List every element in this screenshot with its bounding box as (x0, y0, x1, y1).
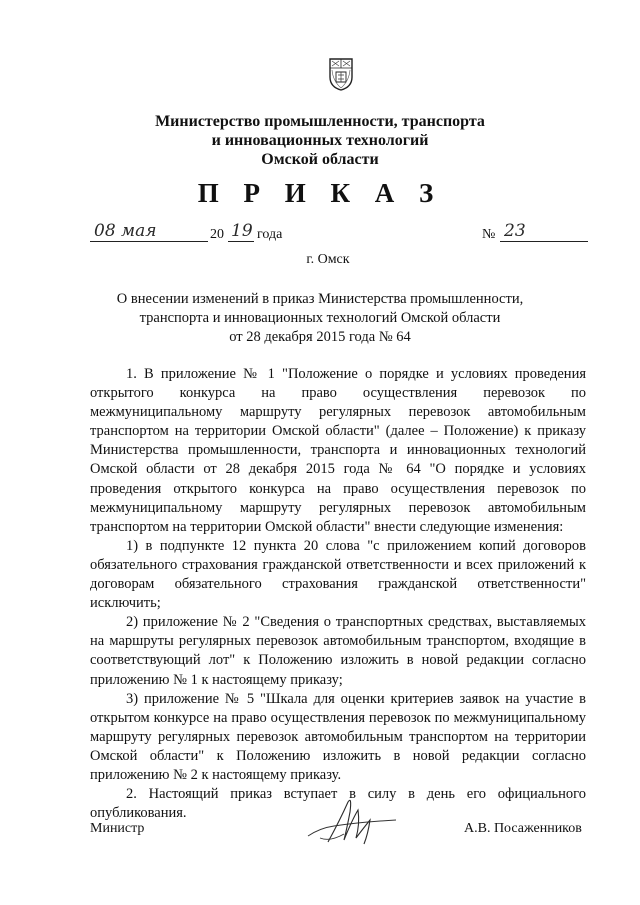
title-line2: транспорта и инновационных технологий Омской области (139, 310, 501, 326)
order-number: 23 (504, 221, 526, 241)
paragraph-1: 1. В приложение № 1 "Положение о порядке и условиях проведения открытого конкурса на право осуществления перевозок по межмуниципальному маршруту регулярных перевозок автомобильным транспортом на территории Омской области" (далее – Положение) к приказу Министерства промышленности, транспорта и инновационных технологий Омской области от 28 декабря 2015 года № 64 "О порядке и условиях проведения открытого конкурса на право осуществления перевозок по межмуниципальному маршруту регулярных перевозок автомобильным транспортом на территории Омской области" внести следующие изменения: (90, 366, 586, 535)
paragraph-1-item-1: 1) в подпункте 12 пункта 20 слова "с приложением копий договоров обязательного страхования гражданской ответственности и всех приложений к договорам обязательного страхования гражданской ответственности" исключить; (90, 537, 586, 612)
city: г. Омск (306, 252, 350, 267)
signatory-position: Министр (90, 821, 145, 836)
document-type-heading: П Р И К А З (197, 178, 443, 208)
year-prefix: 20 (210, 227, 224, 242)
document-title (0, 290, 640, 347)
paragraph-1-item-3: 3) приложение № 5 "Шкала для оценки критериев заявок на участие в открытом конкурсе на право осуществления перевозок по межмуниципальному маршруту регулярных перевозок автомобильным транспортом на территории Омской области" к Положению изложить в новой редакции согласно приложению № 2 к настоящему приказу. (90, 690, 586, 783)
date-day-month: 08 мая (94, 221, 157, 241)
ministry-name-line2: и инновационных технологий (211, 132, 429, 149)
ministry-name-line1: Министерство промышленности, транспорта (155, 113, 485, 130)
title-line3: от 28 декабря 2015 года № 64 (229, 329, 411, 345)
number-sign: № (482, 227, 496, 242)
title-line1: О внесении изменений в приказ Министерства промышленности, (116, 291, 524, 307)
year-suffix: 19 (231, 221, 253, 241)
document-body (90, 365, 586, 823)
ministry-name-line3: Омской области (261, 151, 379, 168)
signatory-name: А.В. Посаженников (464, 821, 582, 836)
coat-of-arms-icon (329, 57, 353, 91)
handwritten-signature (300, 790, 410, 850)
paragraph-2: 2. Настоящий приказ вступает в силу в день его официального опубликования. (90, 786, 586, 822)
paragraph-1-item-2: 2) приложение № 2 "Сведения о транспортных средствах, выставляемых на маршруты регулярных перевозок автомобильным транспортом, входящие в соответствующий лот" к Положению изложить в новой редакции согласно приложению № 1 к настоящему приказу; (90, 614, 586, 688)
year-word: года (257, 227, 283, 242)
